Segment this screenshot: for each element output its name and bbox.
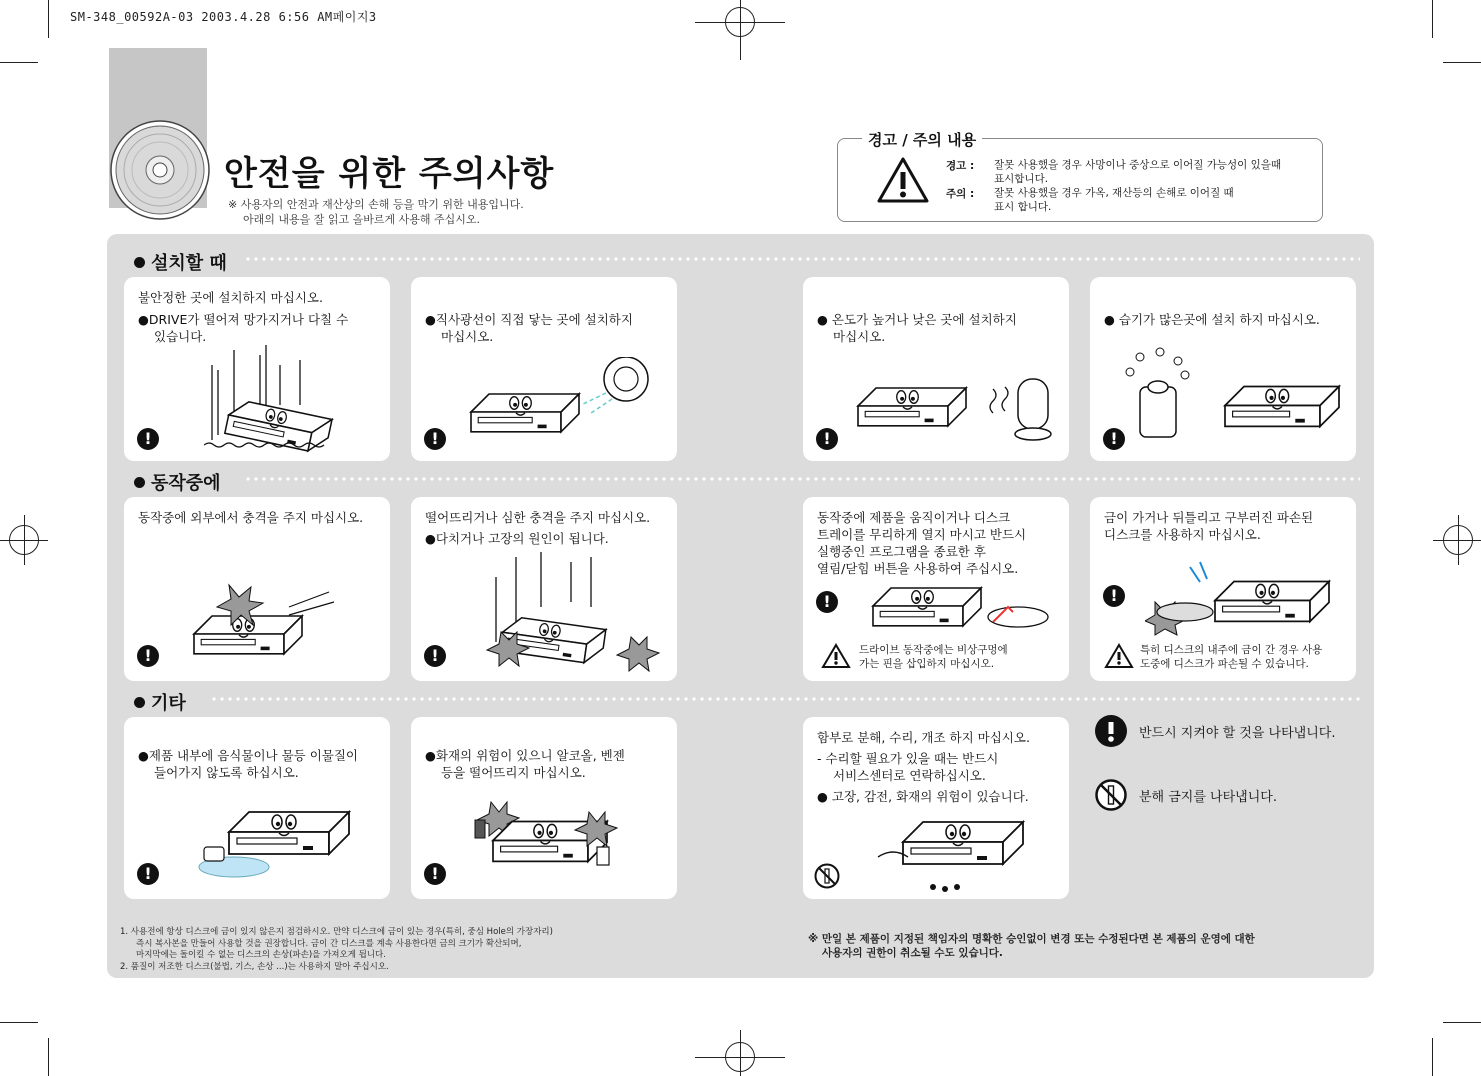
disassembly-drive-illustration bbox=[873, 807, 1063, 897]
falling-drive-illustration bbox=[204, 345, 384, 455]
card-text bbox=[1104, 509, 1348, 543]
footer-disclaimer bbox=[808, 932, 1255, 960]
caution-card bbox=[411, 717, 677, 899]
dotted-rule bbox=[244, 257, 1360, 261]
caution-card bbox=[124, 277, 390, 461]
card-line: 마십시오. bbox=[833, 329, 886, 344]
legend-text: 분해 금지를 나타냅니다. bbox=[1139, 789, 1277, 805]
card-line: - 수리할 필요가 있을 때는 반드시 bbox=[817, 751, 999, 766]
caution-description bbox=[994, 186, 1234, 214]
card-text bbox=[138, 729, 382, 781]
card-line: ●직사광선이 직접 닿는 곳에 설치하지 bbox=[425, 312, 633, 327]
mandatory-icon: ! bbox=[424, 428, 446, 450]
card-line: ●제품 내부에 음식물이나 물등 이물질이 bbox=[138, 748, 359, 763]
card-line: 있습니다. bbox=[154, 329, 207, 344]
section-title: 설치할 때 bbox=[151, 253, 227, 274]
card-text bbox=[425, 289, 669, 345]
card-heading: 실행중인 프로그램을 종료한 후 bbox=[817, 544, 986, 559]
card-line: 서비스센터로 연락하십시오. bbox=[833, 768, 986, 783]
crop-mark bbox=[1432, 0, 1433, 38]
tray-drive-illustration bbox=[863, 577, 1063, 637]
warning-triangle-icon bbox=[1104, 643, 1134, 669]
section-title: 기타 bbox=[151, 693, 186, 714]
warning-text: 잘못 사용했을 경우 사망이나 중상으로 이어질 가능성이 있을때 bbox=[994, 159, 1282, 171]
caution-card bbox=[803, 497, 1069, 681]
no-disassembly-icon bbox=[1095, 779, 1127, 811]
sunlight-drive-illustration bbox=[466, 357, 666, 447]
mandatory-icon: ! bbox=[816, 591, 838, 613]
note-line: 특히 디스크의 내주에 금이 간 경우 사용 bbox=[1140, 644, 1323, 656]
bullet-icon bbox=[134, 477, 145, 488]
crop-mark bbox=[1443, 62, 1481, 63]
mandatory-icon: ! bbox=[424, 863, 446, 885]
card-text bbox=[817, 289, 1061, 345]
card-heading: 트레이를 무리하게 열지 마시고 반드시 bbox=[817, 527, 1027, 542]
legend-no-disassembly bbox=[1095, 779, 1277, 811]
cd-icon bbox=[110, 120, 210, 220]
registration-mark bbox=[725, 7, 755, 37]
liquid-drive-illustration bbox=[189, 792, 379, 892]
note-line: 가는 핀을 삽입하지 마십시오. bbox=[859, 658, 995, 670]
mandatory-icon: ! bbox=[137, 863, 159, 885]
card-heading: 디스크를 사용하지 마십시오. bbox=[1104, 527, 1261, 542]
crop-mark bbox=[0, 1022, 38, 1023]
footer-note-line: 마지막에는 돌이킬 수 없는 디스크의 손상(파손)을 가져오게 됩니다. bbox=[136, 950, 386, 960]
caution-note bbox=[821, 643, 1008, 671]
subtitle-line: 아래의 내용을 잘 읽고 올바르게 사용해 주십시오. bbox=[243, 213, 480, 226]
mandatory-icon: ! bbox=[1103, 585, 1125, 607]
alcohol-drive-illustration bbox=[471, 792, 671, 892]
mandatory-icon: ! bbox=[137, 645, 159, 667]
footer-note-line: 2. 품질이 저조한 디스크(불법, 기스, 손상 ...)는 사용하지 말아 주십시오. bbox=[120, 961, 389, 972]
card-line: 등을 떨어뜨리지 마십시오. bbox=[441, 765, 586, 780]
no-disassembly-icon bbox=[814, 863, 840, 889]
caution-card bbox=[411, 277, 677, 461]
mandatory-icon: ! bbox=[1103, 428, 1125, 450]
card-text bbox=[1104, 289, 1348, 328]
caution-note bbox=[1104, 643, 1322, 671]
registration-mark bbox=[9, 525, 39, 555]
warning-key: 경고 : bbox=[946, 160, 975, 172]
card-line: ● 온도가 높거나 낮은 곳에 설치하지 bbox=[817, 312, 1017, 327]
caution-card bbox=[803, 277, 1069, 461]
footer-note-line: 1. 사용전에 항상 디스크에 금이 있지 않은지 점검하시오. 만약 디스크에 금이 있는 경우(특히, 중심 Hole의 가장자리) bbox=[120, 927, 553, 937]
crop-mark bbox=[0, 62, 38, 63]
subtitle-line: ※ 사용자의 안전과 재산상의 손해 등을 막기 위한 내용입니다. bbox=[228, 198, 524, 211]
card-line: ●다치거나 고장의 원인이 됩니다. bbox=[425, 531, 609, 546]
dotted-rule bbox=[210, 697, 1360, 701]
card-line: ● 습기가 많은곳에 설치 하지 마십시오. bbox=[1104, 312, 1320, 327]
card-text bbox=[138, 289, 382, 345]
section-title: 동작중에 bbox=[151, 473, 221, 494]
caution-card bbox=[803, 717, 1069, 899]
bullet-icon bbox=[134, 257, 145, 268]
card-text bbox=[817, 509, 1061, 577]
card-line: ● 고장, 감전, 화재의 위험이 있습니다. bbox=[817, 789, 1029, 804]
mandatory-icon: ! bbox=[424, 645, 446, 667]
card-heading: 떨어뜨리거나 심한 충격을 주지 마십시오. bbox=[425, 510, 651, 525]
disclaimer-line: 사용자의 권한이 취소될 수도 있습니다. bbox=[822, 947, 1003, 959]
card-line: 들어가지 않도록 하십시오. bbox=[154, 765, 299, 780]
caution-key: 주의 : bbox=[946, 188, 975, 200]
card-line: ●화재의 위험이 있으니 알코올, 벤젠 bbox=[425, 748, 625, 763]
mandatory-icon: ! bbox=[137, 428, 159, 450]
mandatory-icon bbox=[1095, 715, 1127, 747]
print-header: SM-348_00592A-03 2003.4.28 6:56 AM페이지3 bbox=[70, 10, 377, 24]
section-header-operating bbox=[134, 469, 221, 495]
page-title: 안전을 위한 주의사항 bbox=[224, 154, 555, 194]
caution-card bbox=[411, 497, 677, 681]
legend-text: 반드시 지켜야 할 것을 나타냅니다. bbox=[1139, 725, 1336, 741]
card-text bbox=[425, 509, 669, 547]
registration-mark bbox=[725, 1042, 755, 1072]
warning-triangle-icon bbox=[821, 643, 851, 669]
card-text bbox=[817, 729, 1061, 805]
crop-mark bbox=[1443, 1022, 1481, 1023]
crop-mark bbox=[48, 1038, 49, 1076]
section-header-install bbox=[134, 249, 227, 275]
card-heading: 동작중에 제품을 움직이거나 디스크 bbox=[817, 510, 1011, 525]
card-heading: 열림/닫힘 버튼을 사용하여 주십시오. bbox=[817, 561, 1019, 576]
dotted-rule bbox=[244, 477, 1360, 481]
caution-text: 표시 합니다. bbox=[994, 201, 1052, 213]
crop-mark bbox=[1432, 1038, 1433, 1076]
dropped-drive-illustration bbox=[481, 552, 671, 677]
heater-drive-illustration bbox=[853, 349, 1063, 449]
warning-description bbox=[994, 158, 1281, 186]
footer-notes bbox=[120, 927, 553, 973]
note-line: 드라이브 동작중에는 비상구멍에 bbox=[859, 644, 1008, 656]
card-heading: 동작중에 외부에서 충격을 주지 마십시오. bbox=[138, 510, 364, 525]
disclaimer-line: ※ 만일 본 제품이 지정된 책임자의 명확한 승인없이 변경 또는 수정된다면 본 제품의 운영에 대한 bbox=[808, 933, 1255, 945]
mandatory-icon: ! bbox=[816, 428, 838, 450]
impact-drive-illustration bbox=[189, 567, 379, 677]
note-line: 도중에 디스크가 파손될 수 있습니다. bbox=[1140, 658, 1309, 670]
bullet-icon bbox=[134, 697, 145, 708]
caution-card bbox=[124, 497, 390, 681]
caution-card bbox=[1090, 277, 1356, 461]
warning-text: 표시합니다. bbox=[994, 173, 1049, 185]
card-line: 마십시오. bbox=[441, 329, 494, 344]
section-header-other bbox=[134, 689, 186, 715]
warning-legend-title: 경고 / 주의 내용 bbox=[862, 129, 982, 150]
caution-text: 잘못 사용했을 경우 가옥, 재산등의 손해로 이어질 때 bbox=[994, 187, 1234, 199]
card-heading: 함부로 분해, 수리, 개조 하지 마십시오. bbox=[817, 730, 1030, 745]
page-subtitle bbox=[228, 197, 524, 227]
cracked-disc-illustration bbox=[1145, 557, 1345, 637]
caution-card bbox=[1090, 497, 1356, 681]
humidity-drive-illustration bbox=[1120, 347, 1350, 447]
card-text bbox=[425, 729, 669, 781]
footer-note-line: 즉시 복사본을 만들어 사용할 것을 권장합니다. 금이 간 디스크를 계속 사용한다면 금의 크기가 확산되며, bbox=[136, 938, 522, 949]
card-text bbox=[138, 509, 382, 526]
card-heading: 불안정한 곳에 설치하지 마십시오. bbox=[138, 290, 323, 305]
card-line: ●DRIVE가 떨어져 망가지거나 다칠 수 bbox=[138, 312, 349, 327]
legend-mandatory bbox=[1095, 715, 1335, 747]
crop-mark bbox=[48, 0, 49, 38]
caution-card bbox=[124, 717, 390, 899]
card-heading: 금이 가거나 뒤틀리고 구부러진 파손된 bbox=[1104, 510, 1314, 525]
warning-triangle-icon bbox=[876, 156, 930, 204]
registration-mark bbox=[1443, 525, 1473, 555]
